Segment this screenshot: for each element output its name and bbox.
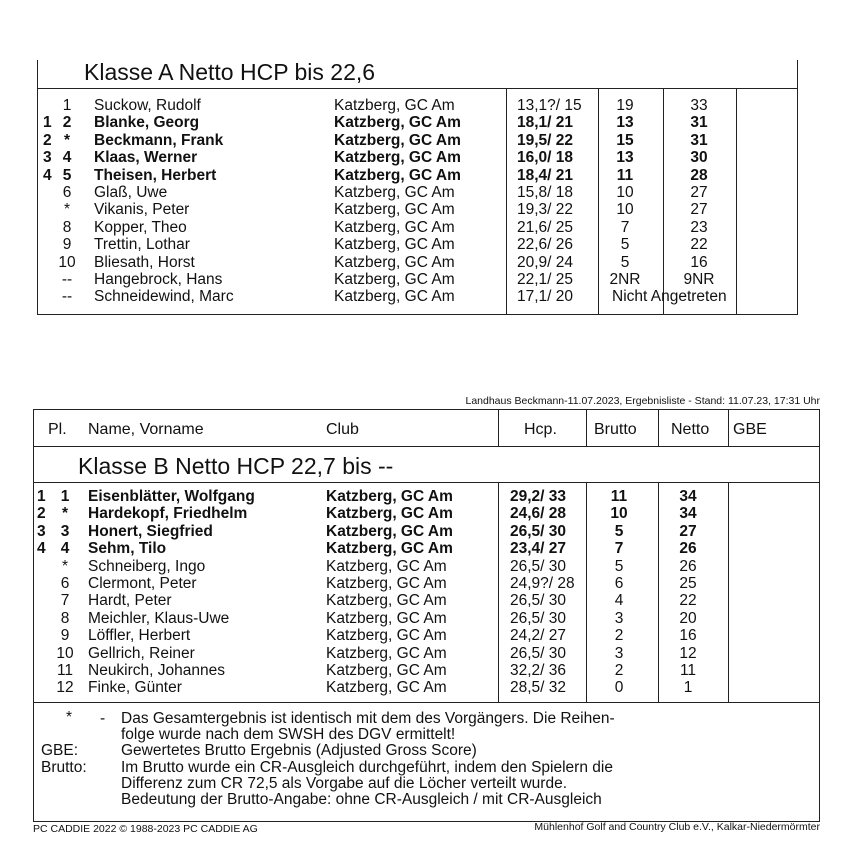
netto-score: 22 (679, 592, 697, 610)
brutto-score: 15 (616, 131, 634, 149)
table-row (0, 488, 850, 505)
handicap: 32,2/ 36 (510, 662, 567, 679)
club: Katzberg, GC Am (326, 609, 447, 627)
player-name: Gellrich, Reiner (88, 644, 195, 662)
club: Katzberg, GC Am (326, 540, 453, 558)
table-row (0, 540, 850, 557)
brutto-score: 4 (614, 592, 624, 610)
place: 7 (60, 592, 70, 610)
note-star-line1: Das Gesamtergebnis ist identisch mit dem des Vorgängers. Die Reihen- (121, 710, 615, 727)
place: 9 (60, 627, 70, 645)
place: 1 (62, 97, 72, 114)
netto-score: 27 (690, 201, 708, 219)
netto-score: 22 (690, 236, 708, 254)
club: Katzberg, GC Am (334, 253, 455, 271)
handicap: 26,5/ 30 (510, 522, 567, 540)
club: Katzberg, GC Am (326, 592, 447, 610)
table-row (0, 167, 850, 184)
club: Katzberg, GC Am (334, 288, 455, 306)
note-brutto-label: Brutto: (41, 759, 87, 776)
table-row (0, 627, 850, 644)
brutto-score: 3 (614, 609, 624, 627)
table-row (0, 610, 850, 627)
table-b-col-divider (498, 410, 499, 446)
club: Katzberg, GC Am (326, 644, 447, 662)
handicap: 16,0/ 18 (517, 149, 574, 167)
table-b-col-divider (658, 410, 659, 446)
handicap: 24,2/ 27 (510, 627, 567, 645)
table-row (0, 236, 850, 253)
netto-score: 34 (679, 488, 697, 505)
club: Katzberg, GC Am (334, 271, 455, 288)
prize-rank: 3 (43, 149, 52, 167)
table-row (0, 114, 850, 131)
brutto-score: 13 (616, 114, 634, 132)
place: 2 (62, 114, 72, 132)
remark: Nicht Angetreten (612, 288, 727, 306)
brutto-score: 10 (616, 201, 634, 219)
club: Katzberg, GC Am (334, 184, 455, 201)
player-name: Bliesath, Horst (94, 253, 195, 271)
brutto-score: 5 (614, 557, 624, 575)
handicap: 19,5/ 22 (517, 131, 574, 149)
place: 4 (62, 149, 72, 167)
player-name: Sehm, Tilo (88, 540, 167, 558)
handicap: 19,3/ 22 (517, 201, 574, 219)
brutto-score: 7 (614, 540, 624, 558)
place: * (63, 201, 71, 219)
place: -- (61, 271, 73, 288)
table-b-col-divider (728, 410, 729, 446)
table-row (0, 271, 850, 288)
place: 5 (62, 166, 72, 184)
club: Katzberg, GC Am (326, 679, 447, 697)
place: 3 (60, 522, 70, 540)
player-name: Theisen, Herbert (94, 166, 217, 184)
table-row (0, 575, 850, 592)
netto-score: 27 (679, 522, 697, 540)
handicap: 20,9/ 24 (517, 253, 574, 271)
place: 10 (56, 644, 74, 662)
place: * (63, 131, 71, 149)
table-a-title: Klasse A Netto HCP bis 22,6 (84, 59, 376, 85)
column-header-club: Club (326, 421, 359, 438)
brutto-score: 2 (614, 662, 624, 679)
club: Katzberg, GC Am (326, 488, 453, 505)
column-header-brutto: Brutto (594, 421, 637, 438)
footer-left: PC CADDIE 2022 © 1988-2023 PC CADDIE AG (33, 823, 258, 835)
place: 4 (60, 540, 70, 558)
club: Katzberg, GC Am (334, 97, 455, 114)
brutto-score: 2NR (609, 271, 641, 288)
club: Katzberg, GC Am (326, 662, 447, 679)
brutto-score: 5 (614, 522, 624, 540)
prize-rank: 1 (37, 488, 46, 505)
place: 12 (56, 679, 74, 697)
table-b-title: Klasse B Netto HCP 22,7 bis -- (78, 453, 394, 479)
prize-rank: 2 (43, 131, 52, 149)
column-header-gbe: GBE (733, 421, 767, 438)
note-brutto-line2: Differenz zum CR 72,5 als Vorgabe auf die Löcher verteilt wurde. (121, 775, 568, 792)
prize-rank: 4 (43, 166, 52, 184)
place: 8 (62, 218, 72, 236)
prize-rank: 2 (37, 505, 46, 523)
note-star-symbol: * (66, 709, 73, 726)
table-row (0, 505, 850, 522)
column-header-pl: Pl. (48, 421, 67, 438)
netto-score: 26 (679, 557, 697, 575)
place: 10 (58, 253, 76, 271)
brutto-score: 0 (614, 679, 624, 697)
handicap: 17,1/ 20 (517, 288, 574, 306)
club: Katzberg, GC Am (334, 114, 461, 132)
netto-score: 33 (690, 97, 708, 114)
player-name: Schneiberg, Ingo (88, 557, 206, 575)
netto-score: 16 (690, 253, 708, 271)
report-header: Landhaus Beckmann-11.07.2023, Ergebnisliste - Stand: 11.07.23, 17:31 Uhr (465, 395, 820, 407)
netto-score: 31 (690, 131, 708, 149)
brutto-score: 7 (620, 218, 630, 236)
player-name: Honert, Siegfried (88, 522, 213, 540)
club: Katzberg, GC Am (334, 201, 455, 219)
table-b-header-divider (33, 446, 819, 447)
player-name: Finke, Günter (88, 679, 182, 697)
netto-score: 9NR (683, 271, 715, 288)
table-row (0, 149, 850, 166)
handicap: 15,8/ 18 (517, 184, 574, 201)
player-name: Suckow, Rudolf (94, 97, 201, 114)
brutto-score: 13 (616, 149, 634, 167)
brutto-score: 5 (620, 253, 630, 271)
handicap: 26,5/ 30 (510, 644, 567, 662)
footer-right: Mühlenhof Golf and Country Club e.V., Kalkar-Niedermörmter (534, 821, 820, 833)
column-header-name: Name, Vorname (88, 421, 204, 438)
club: Katzberg, GC Am (334, 149, 461, 167)
handicap: 13,1?/ 15 (517, 97, 582, 114)
club: Katzberg, GC Am (334, 218, 455, 236)
table-row (0, 219, 850, 236)
handicap: 24,9?/ 28 (510, 575, 575, 592)
brutto-score: 11 (616, 166, 634, 184)
table-row (0, 97, 850, 114)
player-name: Beckmann, Frank (94, 131, 224, 149)
player-name: Neukirch, Johannes (88, 662, 225, 679)
club: Katzberg, GC Am (326, 575, 447, 592)
table-row (0, 558, 850, 575)
note-brutto-line1: Im Brutto wurde ein CR-Ausgleich durchgeführt, indem den Spielern die (121, 759, 613, 776)
table-row (0, 132, 850, 149)
player-name: Glaß, Uwe (94, 184, 168, 201)
table-b-notes-divider (33, 702, 819, 703)
club: Katzberg, GC Am (326, 522, 453, 540)
prize-rank: 4 (37, 540, 46, 558)
column-header-netto: Netto (671, 421, 710, 438)
club: Katzberg, GC Am (326, 505, 453, 523)
netto-score: 26 (679, 540, 697, 558)
handicap: 26,5/ 30 (510, 592, 567, 610)
table-row (0, 184, 850, 201)
club: Katzberg, GC Am (334, 131, 461, 149)
brutto-score: 11 (610, 488, 628, 505)
player-name: Clermont, Peter (88, 575, 197, 592)
player-name: Kopper, Theo (94, 218, 187, 236)
prize-rank: 1 (43, 114, 52, 132)
netto-score: 11 (679, 662, 697, 679)
club: Katzberg, GC Am (326, 627, 447, 645)
brutto-score: 2 (614, 627, 624, 645)
note-gbe-text: Gewertetes Brutto Ergebnis (Adjusted Gross Score) (121, 742, 477, 759)
table-row (0, 645, 850, 662)
place: 6 (60, 575, 70, 592)
handicap: 23,4/ 27 (510, 540, 567, 558)
place: * (61, 505, 69, 523)
player-name: Hardekopf, Friedhelm (88, 505, 248, 523)
place: * (61, 557, 69, 575)
player-name: Eisenblätter, Wolfgang (88, 488, 255, 505)
player-name: Meichler, Klaus-Uwe (88, 609, 230, 627)
netto-score: 31 (690, 114, 708, 132)
place: 11 (56, 662, 74, 679)
player-name: Trettin, Lothar (94, 236, 190, 254)
handicap: 26,5/ 30 (510, 609, 567, 627)
handicap: 28,5/ 32 (510, 679, 567, 697)
place: -- (61, 288, 73, 306)
netto-score: 16 (679, 627, 697, 645)
player-name: Schneidewind, Marc (94, 288, 234, 306)
table-row (0, 662, 850, 679)
player-name: Hangebrock, Hans (94, 271, 223, 288)
place: 8 (60, 609, 70, 627)
handicap: 29,2/ 33 (510, 488, 567, 505)
table-row (0, 254, 850, 271)
note-star-line2: folge wurde nach dem SWSH des DGV ermittelt! (121, 726, 456, 743)
brutto-score: 19 (616, 97, 634, 114)
brutto-score: 3 (614, 644, 624, 662)
netto-score: 34 (679, 505, 697, 523)
handicap: 21,6/ 25 (517, 218, 574, 236)
note-brutto-line3: Bedeutung der Brutto-Angabe: ohne CR-Ausgleich / mit CR-Ausgleich (121, 791, 602, 808)
player-name: Hardt, Peter (88, 592, 172, 610)
brutto-score: 10 (610, 505, 628, 523)
netto-score: 23 (690, 218, 708, 236)
netto-score: 27 (690, 184, 708, 201)
handicap: 22,1/ 25 (517, 271, 574, 288)
club: Katzberg, GC Am (326, 557, 447, 575)
handicap: 18,4/ 21 (517, 166, 574, 184)
player-name: Löffler, Herbert (88, 627, 191, 645)
handicap: 24,6/ 28 (510, 505, 567, 523)
column-header-hcp: Hcp. (524, 421, 557, 438)
table-row (0, 592, 850, 609)
table-row (0, 288, 850, 305)
netto-score: 25 (679, 575, 697, 592)
note-star-dash: - (100, 710, 106, 727)
netto-score: 20 (679, 609, 697, 627)
netto-score: 30 (690, 149, 708, 167)
handicap: 22,6/ 26 (517, 236, 574, 254)
player-name: Vikanis, Peter (94, 201, 190, 219)
club: Katzberg, GC Am (334, 166, 461, 184)
brutto-score: 5 (620, 236, 630, 254)
table-b-col-divider (586, 410, 587, 446)
player-name: Klaas, Werner (94, 149, 198, 167)
brutto-score: 10 (616, 184, 634, 201)
place: 6 (62, 184, 72, 201)
table-b-title-divider (33, 482, 819, 483)
place: 9 (62, 236, 72, 254)
handicap: 26,5/ 30 (510, 557, 567, 575)
table-row (0, 679, 850, 696)
netto-score: 28 (690, 166, 708, 184)
netto-score: 12 (679, 644, 697, 662)
table-a-bottom-border (37, 314, 797, 315)
table-row (0, 201, 850, 218)
prize-rank: 3 (37, 522, 46, 540)
table-a-title-divider (37, 88, 797, 89)
brutto-score: 6 (614, 575, 624, 592)
note-gbe-label: GBE: (41, 742, 79, 759)
club: Katzberg, GC Am (334, 236, 455, 254)
table-row (0, 523, 850, 540)
player-name: Blanke, Georg (94, 114, 200, 132)
place: 1 (60, 488, 70, 505)
netto-score: 1 (683, 679, 693, 697)
handicap: 18,1/ 21 (517, 114, 574, 132)
